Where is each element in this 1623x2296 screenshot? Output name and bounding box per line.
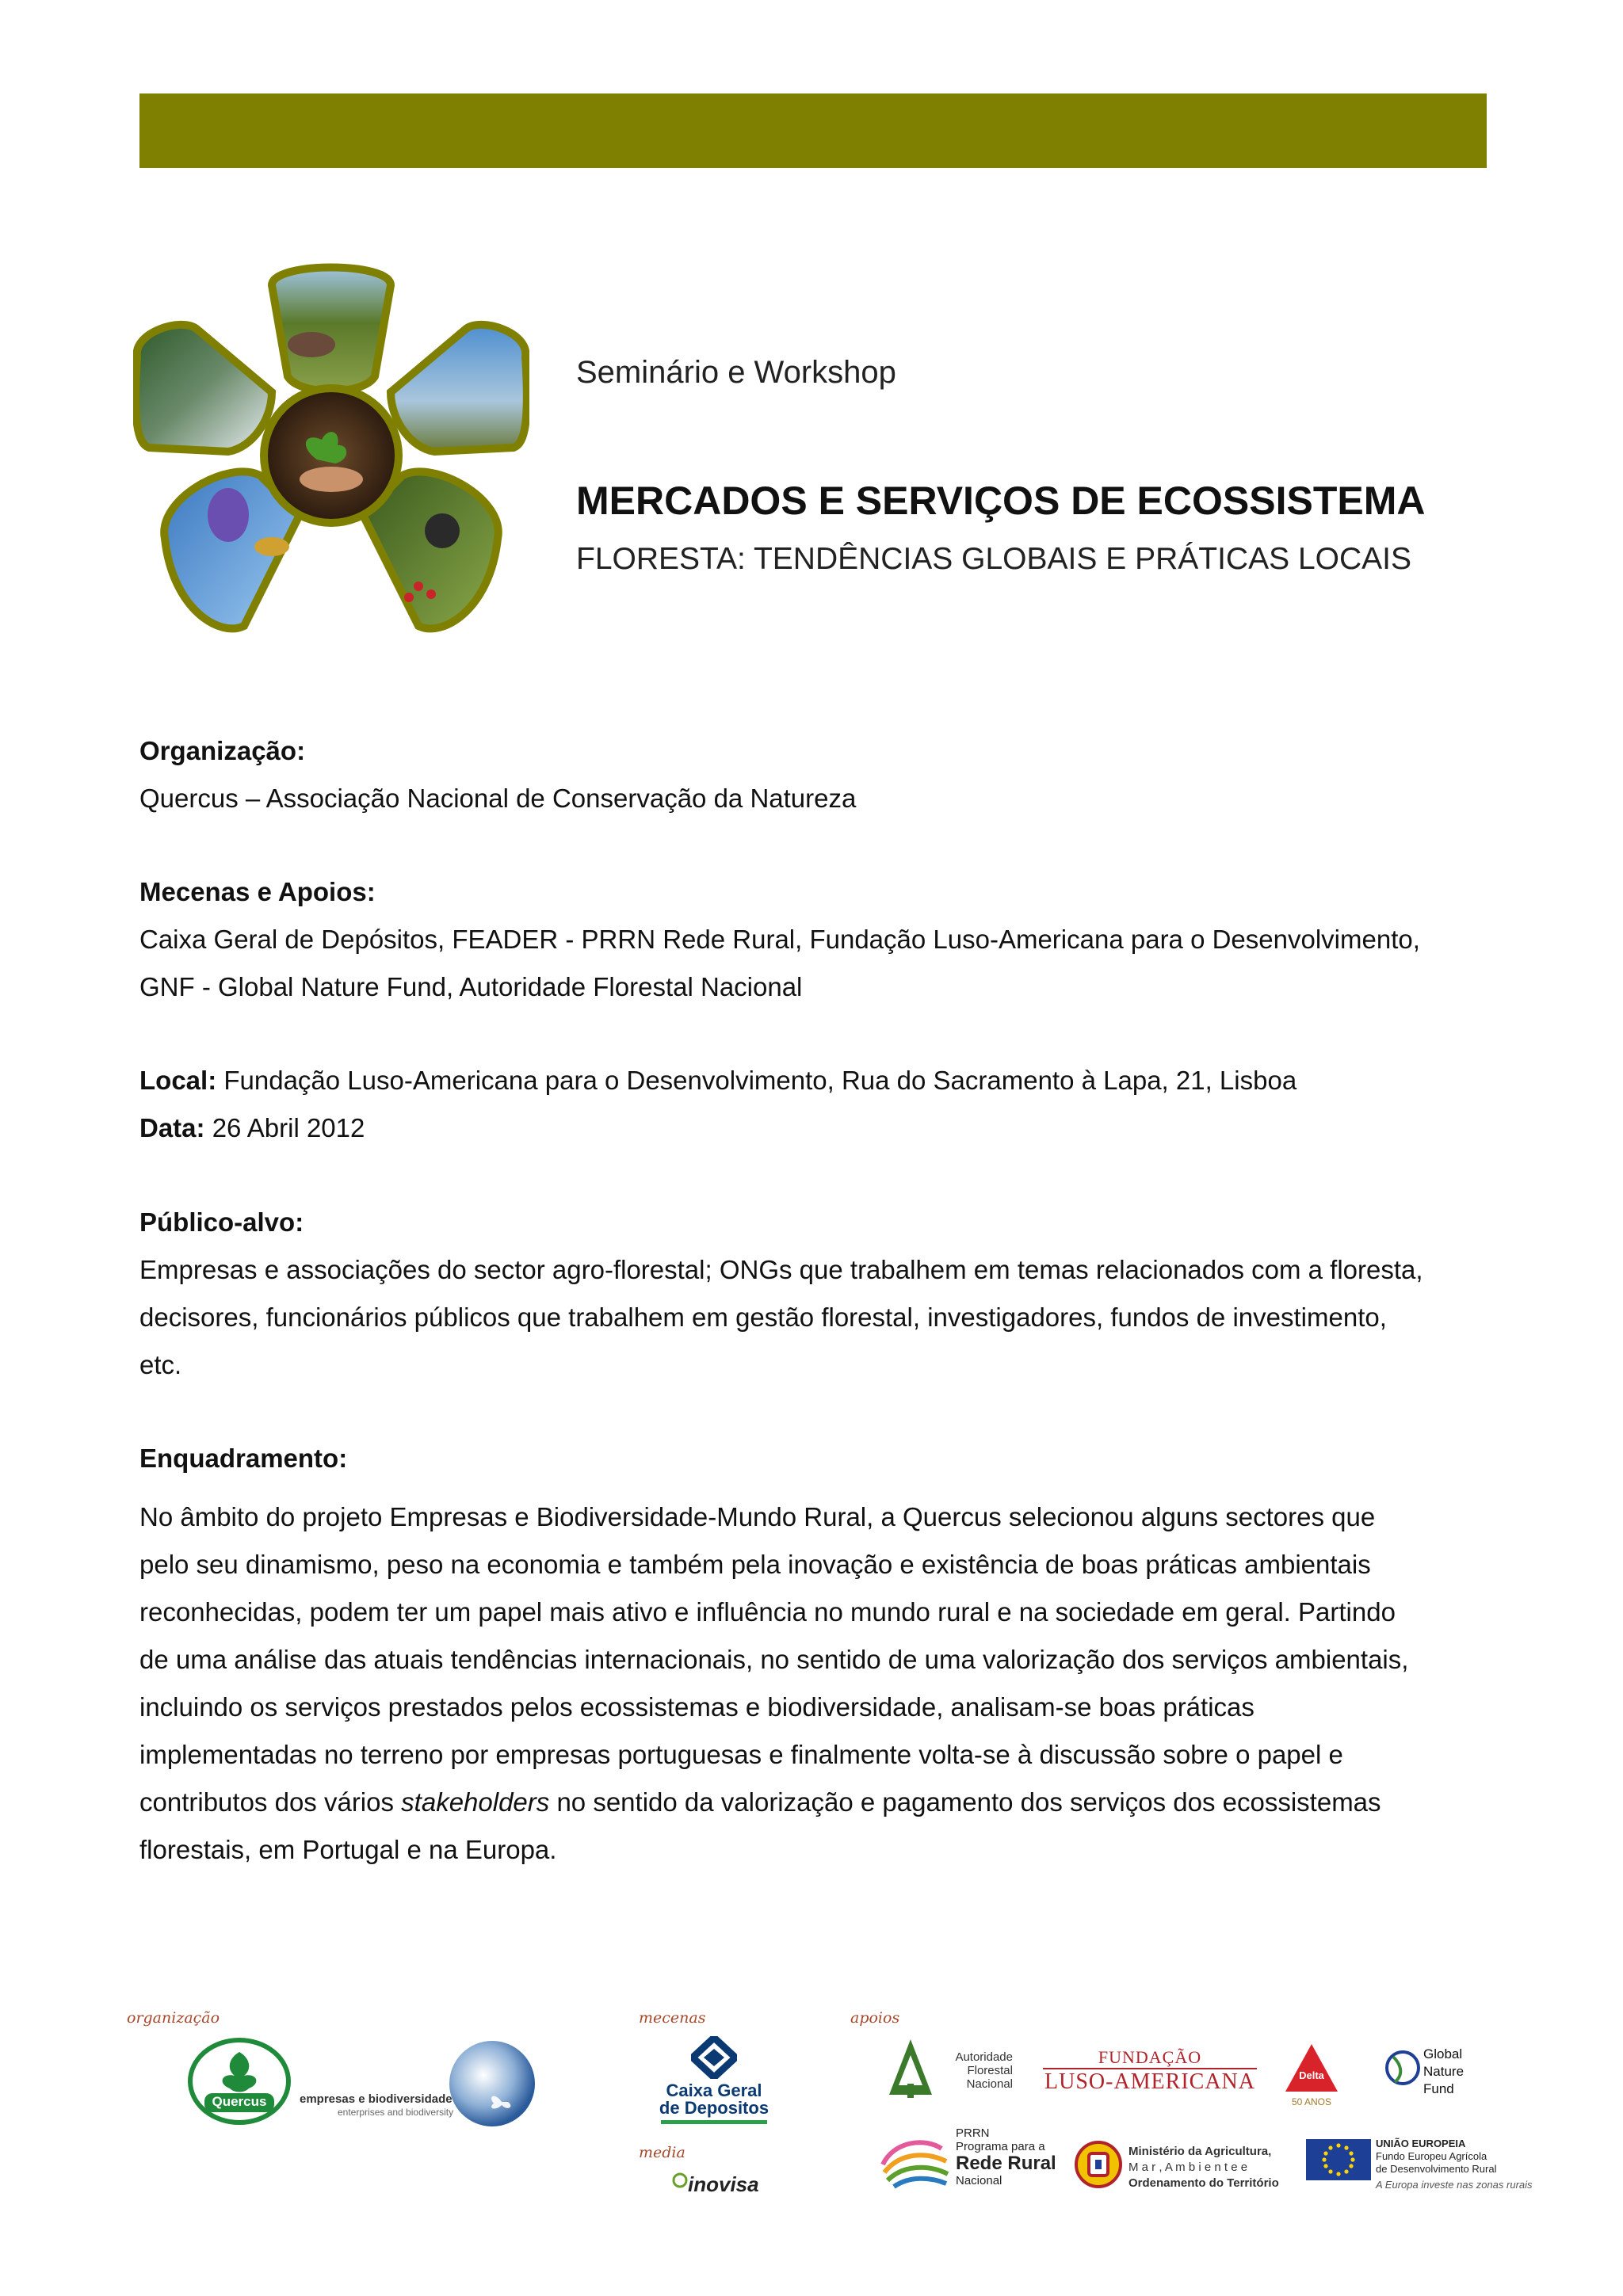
delta-subtext: 50 ANOS [1291,2096,1332,2107]
enquadramento-line [139,1779,1503,1826]
publico-text-line: Empresas e associações do sector agro-florestal; ONGs que trabalhem em temas relacionados com a floresta, [139,1255,1423,1284]
eu-line: UNIÃO EUROPEIA [1376,2138,1466,2149]
top-banner-bar [139,93,1487,168]
event-tagline: FLORESTA: TENDÊNCIAS GLOBAIS E PRÁTICAS LOCAIS [576,542,1411,576]
delta-text: Delta [1299,2069,1324,2081]
flad-line: LUSO-AMERICANA [1044,2069,1255,2094]
local-line [139,1057,1503,1104]
ministerio-line: Ministério da Agricultura, [1128,2145,1272,2158]
gnf-text [1423,2046,1464,2098]
organizacao-label: Organização: [139,736,306,765]
mecenas-label: Mecenas e Apoios: [139,877,376,906]
footer-label-mecenas: mecenas [639,2009,706,2027]
afn-line: Nacional [966,2077,1013,2091]
ministerio-line: Ordenamento do Território [1128,2176,1279,2190]
enquadramento-line: implementadas no terreno por empresas portuguesas e finalmente volta-se à discussão sobre o papel e [139,1740,1343,1769]
cgd-symbol-icon [691,2036,737,2079]
data-text: 26 Abril 2012 [204,1113,365,1142]
enquadramento-body [139,1493,1503,1874]
eu-line: de Desenvolvimento Rural [1376,2163,1497,2175]
rede-rural-swirl-icon [878,2133,954,2191]
prrn-line: Programa para a [956,2140,1045,2153]
footer-label-apoios: apoios [850,2009,900,2027]
prrn-line: PRRN [956,2126,990,2140]
enquadramento-text: no sentido da valorização e pagamento dos serviços dos ecossistemas [549,1787,1381,1817]
section-enquadramento [139,1435,1503,1874]
organizacao-text: Quercus – Associação Nacional de Conservação da Natureza [139,784,857,813]
prrn-line: Nacional [956,2174,1002,2187]
section-organizacao [139,727,1503,822]
event-title: MERCADOS E SERVIÇOS DE ECOSSISTEMA [576,479,1426,523]
inovisa-swirl-icon [670,2171,689,2190]
gnf-logo [1382,2042,1477,2098]
local-text: Fundação Luso-Americana para o Desenvolvimento, Rua do Sacramento à Lapa, 21, Lisboa [216,1066,1297,1095]
gnf-line: Fund [1423,2081,1454,2096]
data-label: Data: [139,1113,205,1142]
eu-line: A Europa investe nas zonas rurais [1376,2179,1533,2191]
mecenas-text-line: GNF - Global Nature Fund, Autoridade Florestal Nacional [139,972,803,1001]
tree-icon [888,2038,934,2101]
quercus-logo-text: Quercus [212,2094,267,2109]
stakeholders-emphasis: stakeholders [401,1787,550,1817]
globe-icon [1382,2042,1422,2093]
footer-label-organizacao: organização [127,2009,220,2027]
gnf-line: Global [1423,2046,1463,2061]
afn-line: Autoridade [955,2050,1013,2064]
enquadramento-label: Enquadramento: [139,1444,348,1473]
enquadramento-text: contributos dos vários [139,1787,402,1817]
gnf-line: Nature [1423,2064,1465,2079]
enquadramento-line: florestais, em Portugal e na Europa. [139,1835,557,1864]
event-subtitle: Seminário e Workshop [576,355,896,390]
mecenas-text-line: Caixa Geral de Depósitos, FEADER - PRRN Rede Rural, Fundação Luso-Americana para o Desenvolvimento, [139,925,1420,954]
enquadramento-line: incluindo os serviços prestados pelos ecossistemas e biodiversidade, analisam-se boas práticas [139,1692,1254,1722]
eu-text [1376,2138,1533,2191]
eu-flag-icon [1306,2139,1371,2180]
prrn-logo [878,2126,1060,2198]
delta-triangle-icon [1284,2042,1339,2093]
inovisa-logo [670,2168,758,2199]
flad-logo [1043,2047,1257,2095]
cgd-name-line: Caixa Geral [666,2081,762,2100]
enquadramento-line: No âmbito do projeto Empresas e Biodiversidade-Mundo Rural, a Quercus selecionou alguns sectores que [139,1502,1376,1531]
enquadramento-line: reconhecidas, podem ter um papel mais ativo e influência no mundo rural e na sociedade em geral. Partindo [139,1597,1396,1627]
eb-subtitle: enterprises and biodiversity [338,2107,454,2118]
prrn-line: Rede Rural [956,2153,1056,2174]
eb-title: empresas e biodiversidade [300,2092,453,2106]
publico-text-line: decisores, funcionários públicos que trabalhem em gestão florestal, investigadores, fundos de investimento, [139,1302,1387,1332]
prrn-text [956,2126,1056,2187]
flad-line: FUNDAÇÃO [1098,2047,1202,2067]
portugal-coat-of-arms-icon [1073,2139,1124,2190]
local-label: Local: [139,1066,217,1095]
section-publico-alvo [139,1199,1503,1389]
ministerio-logo [1073,2139,1295,2195]
cgd-logo [655,2036,773,2127]
afn-text [937,2050,1013,2091]
section-local-data [139,1057,1503,1152]
blue-sphere-butterfly-icon [446,2040,537,2127]
afn-logo [888,2038,1014,2101]
footer-label-media: media [639,2144,685,2161]
ministerio-line: M a r , A m b i e n t e e [1128,2161,1248,2174]
flower-photo-logo [133,261,529,642]
inovisa-text: inovisa [688,2172,759,2196]
delta-logo [1284,2042,1339,2114]
eu-line: Fundo Europeu Agrícola [1376,2150,1487,2162]
data-line [139,1104,1503,1152]
afn-line: Florestal [967,2064,1013,2077]
cgd-name-line: de Depositos [659,2098,769,2118]
enquadramento-line: pelo seu dinamismo, peso na economia e também pela inovação e existência de boas práticas ambientais [139,1550,1371,1579]
quercus-leaf-icon [187,2038,292,2125]
section-mecenas [139,868,1503,1011]
ministerio-text [1128,2144,1279,2191]
enquadramento-line: de uma análise das atuais tendências internacionais, no sentido de uma valorização dos serviços ambientais, [139,1645,1409,1674]
eu-feader-logo [1306,2138,1533,2201]
publico-text-line: etc. [139,1350,182,1379]
empresas-biodiversidade-logo [300,2040,537,2127]
publico-label: Público-alvo: [139,1207,304,1237]
cgd-underline [661,2120,767,2124]
quercus-logo [187,2038,292,2125]
